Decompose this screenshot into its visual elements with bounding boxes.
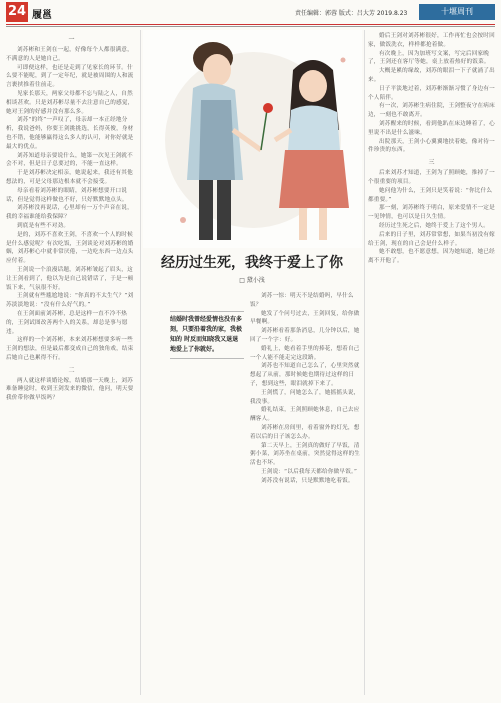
paragraph: 见家长那天，两家父母都不忘与陆之人，自然相谈甚欢。只是刘苏彬尽量不去注意自己的感觉，她对王剑的好感并没有那么多。 — [6, 90, 134, 115]
paragraph: 刘苏彬和王剑在一起，好像每个人都很满意，不满意的人是她自己。 — [6, 47, 133, 62]
paragraph: 刘苏一惊：明天不是结婚吗，早什么饭？ — [250, 293, 354, 308]
paragraph: 到底是有些不对劲。 — [17, 222, 70, 229]
brand-banner: 十堰周刊 — [419, 4, 495, 20]
paragraph: 这样的一个刘苏彬，本来刘苏彬想要多听一些王剑的想法，但是最后都变成自己的独角戏，结束后她自己也累得不行。 — [6, 337, 134, 361]
paragraph: 刘苏彬在房间里，看着窗外的灯光，想着以后的日子该怎么办。 — [250, 424, 360, 440]
paragraph: 刘苏彬没再说话，心里却有一万个声音在说，我的幸福谁能给我保障？ — [6, 205, 133, 221]
column-divider — [364, 30, 365, 695]
paragraph: 刘苏“的终”一声叹了，母亲却一本正经地分析，我说爸妈，你要王剑挑挑选，长得英俊，身材也不错，他能够赢得这么多人的认可，对你好就是最大的优点。 — [6, 117, 134, 150]
paragraph: 王剑就有些尴尬地说：“你真的不太生气？”刘苏淡淡地说：“没有什么好气的。” — [6, 293, 134, 309]
page-number: 24 — [6, 2, 28, 22]
section-marker: 二 — [68, 366, 75, 374]
paragraph: 出院那天，王剑小心翼翼地扶着她，像对待一件珍贵的东西。 — [368, 138, 495, 154]
section-marker: 一 — [68, 36, 75, 43]
column-right — [368, 32, 495, 696]
paragraph: 她不敢想，也不愿意想，因为她知道，她已经离不开他了。 — [368, 249, 495, 265]
paragraph: 刘苏醒来的时候，看到他趴在床边睡着了，心里说不出是什么滋味。 — [368, 120, 495, 136]
paragraph: 刘苏彬看着那条消息，几分钟以后，她回了一个字：好。 — [250, 328, 360, 343]
paragraph: 有次晚上，因为加班写文案，写完后回家晚了，王剑还在客厅等她，桌上放着热好的饭菜。 — [368, 50, 490, 66]
article-title: 经历过生死，我终于爱上了你 — [161, 255, 343, 271]
paragraph: 有一次，刘苏彬生病住院，王剑整夜守在病床边，一刻也不敢离开。 — [368, 103, 495, 119]
paragraph: 刘苏知道母亲要说什么，她第一次见王剑就不会不对，但是日子总要过的，不能一直这样。 — [6, 152, 133, 168]
paragraph: 大概是累的缘故，刘苏的眼泪一下子就涌了出来。 — [368, 68, 495, 83]
header-rule — [6, 24, 495, 25]
paragraph: 王剑说一个浪漫话题，刘苏彬皱起了眉头，这让王剑看到了，他以为是自己说错话了，于是一顿饭下来，气氛很不好。 — [6, 266, 134, 291]
column-middle — [250, 292, 361, 696]
page-header — [0, 0, 501, 26]
paragraph: 日子平淡地过着，刘苏彬渐渐习惯了身边有一个人陪伴。 — [368, 85, 495, 101]
section-marker: 三 — [428, 159, 435, 167]
paragraph: 她问他为什么，王剑只是笑着说：“你比什么都重要。” — [368, 187, 493, 203]
pull-quote: 结婚时我曾经爱情也没有多刻，只要沿着我的家，我极知的 时反而知晓我又退退地爱上了你就好。 — [170, 311, 244, 359]
paragraph: 刘苏没有说话，只是默默地吃着饭。 — [261, 477, 354, 484]
paragraph: 王剑说：“以后我每天都给你做早饭。” — [261, 468, 358, 475]
article-illustration — [143, 30, 362, 248]
paragraph: 婚后王剑对刘苏彬很好，工作再忙也会按时回家，做饭洗衣，样样都抢着做。 — [368, 33, 495, 48]
paragraph: 可即便这样，也还是走到了见家长的环节。什么要不能呢，到了一定年纪，就是被周围的人和流言裹挟推着往前走。 — [6, 64, 134, 89]
couple-illustration — [143, 30, 362, 248]
paragraph: 母亲看着刘苏彬的眼睛，刘苏彬想要开口说话，但是觉得这样做也不好，只好默默地点头。 — [6, 187, 128, 203]
paragraph: 她发了个问号过去，王剑回复，给你做早餐啊。 — [250, 310, 360, 326]
header-rule-secondary — [6, 26, 495, 27]
paragraph: 在王剑面前刘苏彬，总是这样一直不冷不热的，王剑试图改善两个人的关系，却总是事与愿违。 — [6, 310, 128, 335]
paragraph: 第二天早上，王剑真的做好了早饭，清粥小菜，刘苏坐在桌前，突然觉得这样的生活也不坏。 — [250, 442, 361, 467]
paragraph: 婚礼上，她看着手里的捧花，想着自己一个人能不能走完这段路。 — [250, 345, 360, 361]
paragraph: 两人就这样谈婚论嫁，结婚那一天晚上，刘苏难备睡觉时，收到王剑发来的微信，他问，明天要我价带你做早饭吗？ — [6, 377, 134, 402]
editor-credits: 责任编辑：郭蓉 版式：吕大芳 2019.8.23 — [295, 10, 408, 17]
column-divider — [140, 30, 141, 695]
paragraph: 王剑慌了，问她怎么了，她摇摇头说，我没事。 — [250, 389, 360, 405]
paragraph: 于是刘苏彬决定相亲，她说起来，我还有其他想法的，可是父母那边根本就不会接受。 — [6, 170, 133, 185]
paragraph: 是的，刘苏不喜欢王剑，不喜欢一个人的时候是什么感觉呢？有次吃饭，王剑谈论对刘苏彬的婚姻，刘苏彬心中就非常厌倦，一边吃东西一边点头应付着。 — [6, 231, 134, 265]
paragraph: 那一刻，刘苏彬终于明白，原来爱情不一定是一见钟情，也可以是日久生情。 — [368, 205, 495, 221]
section-name: 履邕 — [32, 10, 52, 21]
paragraph: 经历过生死之后，她终于爱上了这个男人。 — [379, 222, 490, 229]
paragraph: 刘苏也不知道自己怎么了，心里突然就想起了从前，那时候她也期待过这样的日子，想到这些，眼泪就掉下来了。 — [250, 363, 360, 387]
paragraph: 后来刘苏才知道，王剑为了照顾她，推掉了一个很重要的项目。 — [368, 170, 495, 185]
paragraph: 后来的日子里，刘苏常常想，如果当初没有嫁给王剑，现在的自己会是什么样子。 — [368, 231, 495, 247]
article-byline: □ 黛小浅 — [239, 277, 265, 284]
column-left — [6, 32, 137, 696]
paragraph: 婚礼结束，王剑照顾她休息，自己去应酬客人。 — [250, 407, 360, 423]
